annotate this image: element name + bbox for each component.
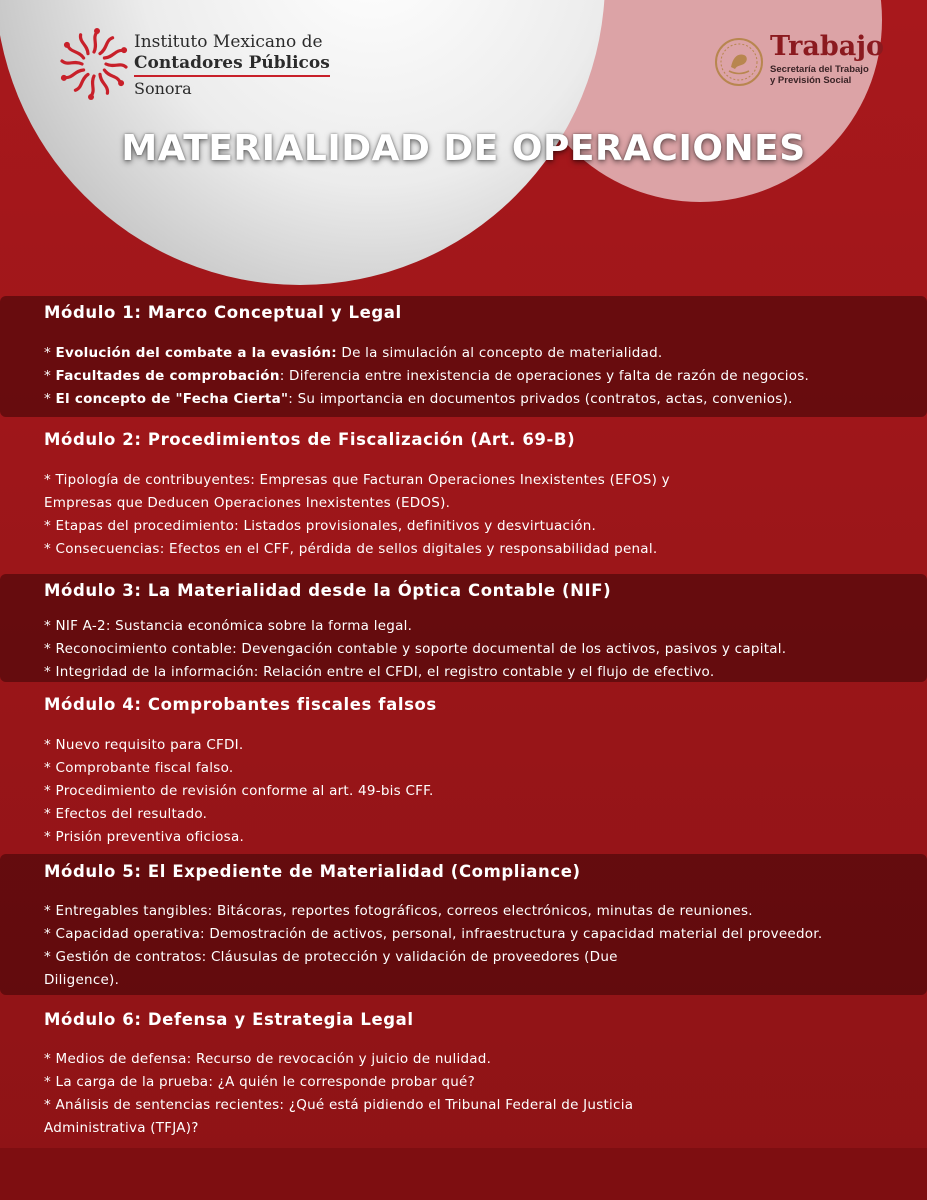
imcp-line3: Sonora xyxy=(134,79,192,98)
item-text: Análisis de sentencias recientes: ¿Qué está pidiendo el Tribunal Federal de Justicia xyxy=(55,1097,634,1113)
list-item: * Etapas del procedimiento: Listados provisionales, definitivos y desvirtuación. xyxy=(44,518,597,534)
bottom-dark-band xyxy=(0,1148,927,1200)
module-2 xyxy=(0,417,927,574)
list-item: * Tipología de contribuyentes: Empresas que Facturan Operaciones Inexistentes (EFOS) y Empresas que Deducen Operaciones Inexistentes (EDOS). xyxy=(44,469,887,515)
module-items xyxy=(44,342,887,411)
list-item: * El concepto de "Fecha Cierta": Su importancia en documentos privados (contratos, actas, convenios). xyxy=(44,391,793,407)
list-item: * Capacidad operativa: Demostración de activos, personal, infraestructura y capacidad material del proveedor. xyxy=(44,926,823,942)
item-text: Consecuencias: Efectos en el CFF, pérdida de sellos digitales y responsabilidad penal. xyxy=(55,541,658,557)
item-bold: El concepto de "Fecha Cierta" xyxy=(55,391,289,407)
module-3 xyxy=(0,574,927,682)
list-item: * Facultades de comprobación: Diferencia entre inexistencia de operaciones y falta de razón de negocios. xyxy=(44,368,810,384)
module-heading: Módulo 6: Defensa y Estrategia Legal xyxy=(44,1010,414,1029)
item-text: Gestión de contratos: Cláusulas de protección y validación de proveedores (Due xyxy=(55,949,618,965)
list-item: * Comprobante fiscal falso. xyxy=(44,760,234,776)
page-title: MATERIALIDAD DE OPERACIONES xyxy=(121,128,806,169)
module-heading: Módulo 4: Comprobantes fiscales falsos xyxy=(44,695,437,714)
list-item: * Gestión de contratos: Cláusulas de protección y validación de proveedores (Due Diligence). xyxy=(44,946,887,992)
module-heading: Módulo 3: La Materialidad desde la Óptica Contable (NIF) xyxy=(44,581,612,600)
list-item: * Entregables tangibles: Bitácoras, reportes fotográficos, correos electrónicos, minutas de reuniones. xyxy=(44,903,753,919)
trabajo-subtitle-1: Secretaría del Trabajo xyxy=(770,64,869,75)
item-text-continuation: Administrativa (TFJA)? xyxy=(44,1120,199,1136)
list-item: * Evolución del combate a la evasión: De la simulación al concepto de materialidad. xyxy=(44,345,663,361)
module-6 xyxy=(0,995,927,1152)
item-text: : Diferencia entre inexistencia de operaciones y falta de razón de negocios. xyxy=(279,368,810,384)
national-seal-icon xyxy=(714,37,764,87)
module-4 xyxy=(0,682,927,854)
list-item: * Consecuencias: Efectos en el CFF, pérdida de sellos digitales y responsabilidad penal. xyxy=(44,541,658,557)
list-item: * Nuevo requisito para CFDI. xyxy=(44,737,244,753)
list-item: * Efectos del resultado. xyxy=(44,806,208,822)
module-items xyxy=(44,615,887,684)
item-text: Integridad de la información: Relación entre el CFDI, el registro contable y el flujo de efectivo. xyxy=(55,664,715,680)
item-text: Prisión preventiva oficiosa. xyxy=(55,829,245,845)
module-items xyxy=(44,900,887,992)
module-heading: Módulo 1: Marco Conceptual y Legal xyxy=(44,303,402,322)
list-item: * Procedimiento de revisión conforme al art. 49-bis CFF. xyxy=(44,783,434,799)
item-text: La carga de la prueba: ¿A quién le corresponde probar qué? xyxy=(55,1074,475,1090)
item-bold: Facultades de comprobación xyxy=(55,368,280,384)
module-items xyxy=(44,1048,887,1140)
item-text: Tipología de contribuyentes: Empresas que Facturan Operaciones Inexistentes (EFOS) y xyxy=(55,472,670,488)
item-text: Etapas del procedimiento: Listados provisionales, definitivos y desvirtuación. xyxy=(55,518,597,534)
module-5 xyxy=(0,854,927,995)
list-item: * Prisión preventiva oficiosa. xyxy=(44,829,245,845)
item-text-continuation: Diligence). xyxy=(44,972,120,988)
item-text: Medios de defensa: Recurso de revocación y juicio de nulidad. xyxy=(55,1051,492,1067)
trabajo-subtitle-2: y Previsión Social xyxy=(770,75,852,86)
module-heading: Módulo 2: Procedimientos de Fiscalización (Art. 69-B) xyxy=(44,430,576,449)
item-text: Reconocimiento contable: Devengación contable y soporte documental de los activos, pasivos y capital. xyxy=(55,641,787,657)
item-text: De la simulación al concepto de materialidad. xyxy=(336,345,663,361)
modules-list xyxy=(0,296,927,1152)
list-item: * Integridad de la información: Relación entre el CFDI, el registro contable y el flujo de efectivo. xyxy=(44,664,715,680)
header xyxy=(0,0,927,290)
imcp-line1: Instituto Mexicano de xyxy=(134,32,323,52)
list-item: * Análisis de sentencias recientes: ¿Qué está pidiendo el Tribunal Federal de Justicia Administrativa (TFJA)? xyxy=(44,1094,887,1140)
item-text: Entregables tangibles: Bitácoras, reportes fotográficos, correos electrónicos, minutas de reuniones. xyxy=(55,903,753,919)
item-text: Capacidad operativa: Demostración de activos, personal, infraestructura y capacidad material del proveedor. xyxy=(55,926,823,942)
module-heading: Módulo 5: El Expediente de Materialidad (Compliance) xyxy=(44,862,581,881)
item-text: Nuevo requisito para CFDI. xyxy=(55,737,244,753)
list-item: * Reconocimiento contable: Devengación contable y soporte documental de los activos, pasivos y capital. xyxy=(44,641,787,657)
item-text: Comprobante fiscal falso. xyxy=(55,760,234,776)
item-text: Procedimiento de revisión conforme al art. 49-bis CFF. xyxy=(55,783,434,799)
item-text: : Su importancia en documentos privados (contratos, actas, convenios). xyxy=(288,391,793,407)
item-text: Efectos del resultado. xyxy=(55,806,208,822)
imcp-line2: Contadores Públicos xyxy=(134,53,330,77)
trabajo-brand xyxy=(770,30,884,86)
list-item: * NIF A-2: Sustancia económica sobre la forma legal. xyxy=(44,618,413,634)
item-text: NIF A-2: Sustancia económica sobre la forma legal. xyxy=(55,618,413,634)
module-items xyxy=(44,469,887,561)
item-text-continuation: Empresas que Deducen Operaciones Inexistentes (EDOS). xyxy=(44,495,451,511)
item-bold: Evolución del combate a la evasión: xyxy=(55,345,337,361)
list-item: * Medios de defensa: Recurso de revocación y juicio de nulidad. xyxy=(44,1051,492,1067)
list-item: * La carga de la prueba: ¿A quién le corresponde probar qué? xyxy=(44,1074,475,1090)
trabajo-title: Trabajo xyxy=(770,31,884,62)
module-items xyxy=(44,734,887,849)
imcp-name xyxy=(134,32,330,99)
module-1 xyxy=(0,296,927,417)
imcp-logo-icon xyxy=(58,28,130,100)
